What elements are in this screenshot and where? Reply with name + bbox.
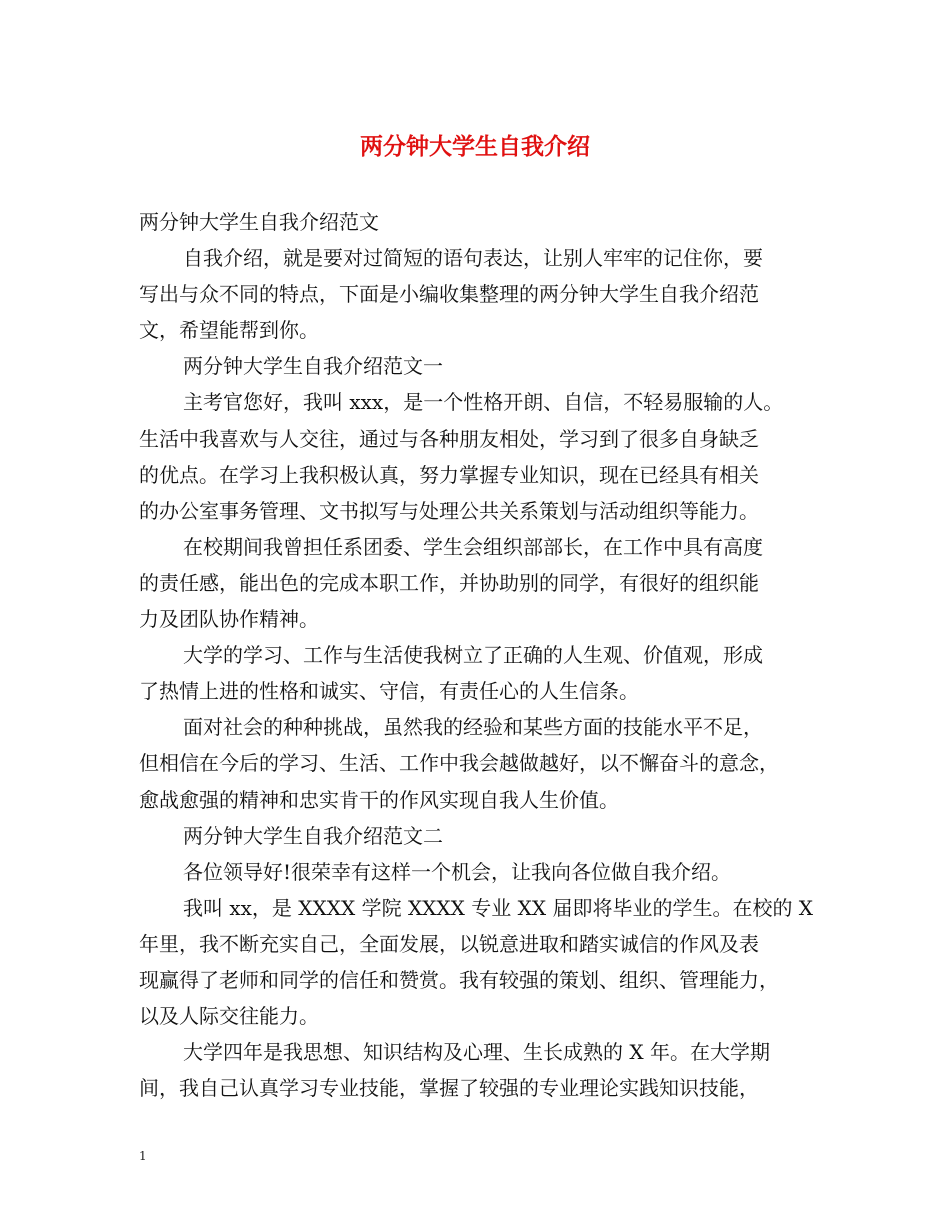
paragraph-line: 各位领导好!很荣幸有这样一个机会，让我向各位做自我介绍。 bbox=[183, 859, 732, 884]
paragraph-line: 愈战愈强的精神和忠实肯干的作风实现自我人生价值。 bbox=[139, 787, 619, 812]
paragraph-line: 力及团队协作精神。 bbox=[139, 607, 319, 632]
document-body bbox=[139, 204, 829, 1106]
section-heading: 两分钟大学生自我介绍范文 bbox=[139, 210, 379, 234]
subsection-heading: 两分钟大学生自我介绍范文二 bbox=[183, 823, 443, 848]
paragraph-line: 主考官您好，我叫 xxx，是一个性格开朗、自信，不轻易服输的人。 bbox=[183, 390, 784, 415]
paragraph-line: 大学的学习、工作与生活使我树立了正确的人生观、价值观，形成 bbox=[183, 643, 763, 668]
paragraph-line: 的优点。在学习上我积极认真，努力掌握专业知识，现在已经具有相关 bbox=[139, 462, 759, 487]
paragraph-line: 面对社会的种种挑战，虽然我的经验和某些方面的技能水平不足， bbox=[183, 715, 763, 740]
subsection-heading: 两分钟大学生自我介绍范文一 bbox=[183, 354, 443, 379]
paragraph-line: 文，希望能帮到你。 bbox=[139, 318, 319, 343]
paragraph-line: 了热情上进的性格和诚实、守信，有责任心的人生信条。 bbox=[139, 679, 639, 704]
paragraph-line: 的责任感，能出色的完成本职工作，并协助别的同学，有很好的组织能 bbox=[139, 570, 759, 595]
paragraph-line: 生活中我喜欢与人交往，通过与各种朋友相处，学习到了很多自身缺乏 bbox=[139, 426, 759, 451]
paragraph-line: 现赢得了老师和同学的信任和赞赏。我有较强的策划、组织、管理能力， bbox=[139, 967, 779, 992]
paragraph-line: 我叫 xx，是 XXXX 学院 XXXX 专业 XX 届即将毕业的学生。在校的 X bbox=[183, 895, 814, 920]
page-number: 1 bbox=[139, 1149, 147, 1163]
paragraph-line: 写出与众不同的特点，下面是小编收集整理的两分钟大学生自我介绍范 bbox=[139, 282, 759, 307]
paragraph-line: 在校期间我曾担任系团委、学生会组织部部长，在工作中具有高度 bbox=[183, 534, 763, 559]
document-title: 两分钟大学生自我介绍 bbox=[360, 133, 590, 160]
paragraph-line: 的办公室事务管理、文书拟写与处理公共关系策划与活动组织等能力。 bbox=[139, 498, 759, 523]
paragraph-line: 大学四年是我思想、知识结构及心理、生长成熟的 X 年。在大学期 bbox=[183, 1040, 770, 1065]
paragraph-line: 但相信在今后的学习、生活、工作中我会越做越好，以不懈奋斗的意念， bbox=[139, 751, 779, 776]
paragraph-line: 自我介绍，就是要对过简短的语句表达，让别人牢牢的记住你，要 bbox=[183, 246, 763, 271]
paragraph-line: 间，我自己认真学习专业技能，掌握了较强的专业理论实践知识技能， bbox=[139, 1076, 759, 1101]
paragraph-line: 年里，我不断充实自己，全面发展，以锐意进取和踏实诚信的作风及表 bbox=[139, 931, 759, 956]
paragraph-line: 以及人际交往能力。 bbox=[139, 1004, 319, 1029]
